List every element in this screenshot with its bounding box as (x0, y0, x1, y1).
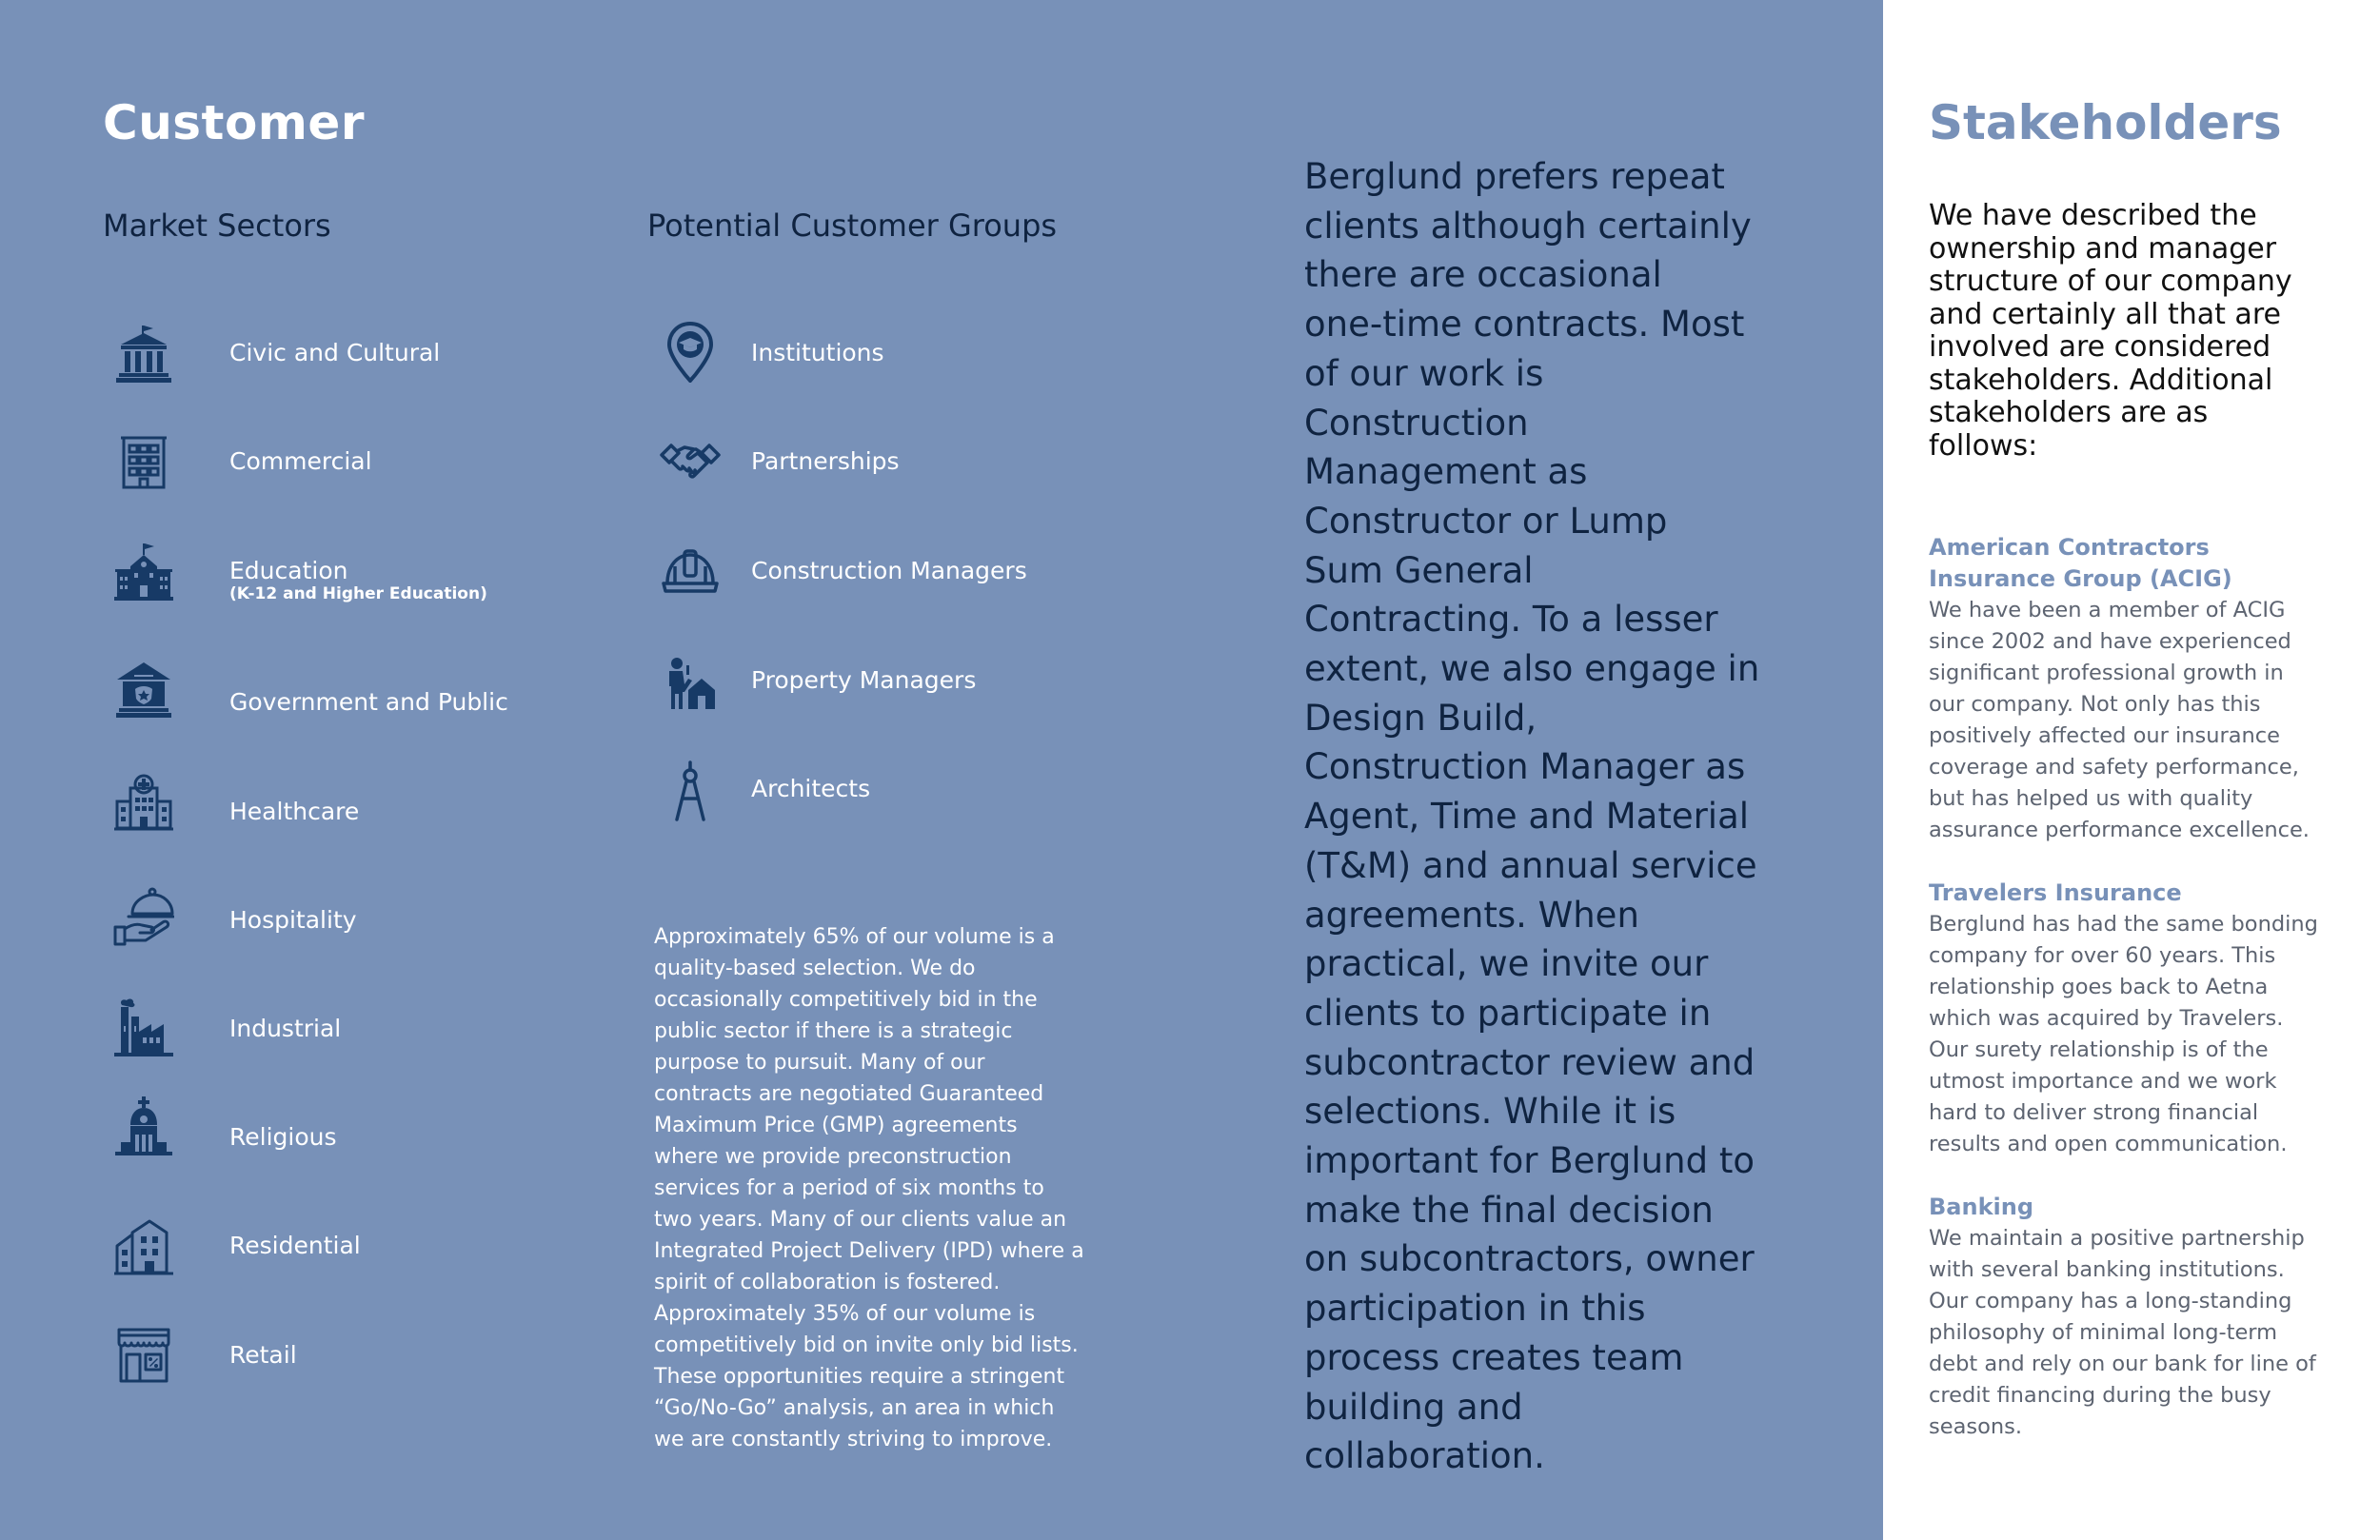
stakeholder-body-line: Our surety relationship is of the (1929, 1037, 2269, 1062)
quote-line: Construction Manager as (1304, 746, 1746, 788)
intro-line: stakeholders are as (1929, 396, 2209, 429)
stakeholders-intro (1929, 200, 2348, 463)
note-line: Integrated Project Delivery (IPD) where a (654, 1239, 1084, 1263)
intro-line: and certainly all that are (1929, 297, 2281, 331)
stakeholder-body-line: We maintain a positive partnership (1929, 1226, 2305, 1251)
hospital-icon (101, 760, 187, 846)
quote-line: important for Berglund to (1304, 1140, 1755, 1182)
stakeholder-body-line: with several banking institutions. (1929, 1257, 2285, 1282)
stakeholder-heading: Insurance Group (ACIG) (1929, 565, 2232, 592)
stakeholders-title: Stakeholders (1929, 95, 2282, 150)
sector-label: Civic and Cultural (229, 339, 441, 366)
note-line: where we provide preconstruction (654, 1145, 1012, 1169)
note-line: purpose to pursuit. Many of our (654, 1051, 985, 1075)
residential-building-icon (101, 1205, 187, 1291)
sector-label: Education (229, 557, 348, 584)
stakeholder-body-line: philosophy of minimal long-term (1929, 1320, 2278, 1345)
government-building-icon (101, 646, 187, 732)
sector-label: Religious (229, 1123, 337, 1151)
sector-retail (101, 1313, 187, 1399)
stakeholder-body-line: our company. Not only has this (1929, 692, 2261, 717)
quote-line: collaboration. (1304, 1435, 1545, 1477)
sector-label: Healthcare (229, 798, 360, 825)
stakeholder-body-line: but has helped us with quality (1929, 786, 2253, 811)
group-partnerships (647, 420, 733, 505)
sector-label: Industrial (229, 1015, 342, 1042)
group-label: Construction Managers (751, 557, 1027, 584)
stakeholder-body-line: debt and rely on our bank for line of (1929, 1352, 2316, 1376)
intro-line: structure of our company (1929, 265, 2292, 298)
quote-line: practical, we invite our (1304, 943, 1709, 985)
stakeholder-body-line: positively affected our insurance (1929, 723, 2281, 748)
quote-line: Construction (1304, 402, 1529, 444)
group-label: Architects (751, 775, 871, 802)
stakeholder-body-line: hard to deliver strong financial (1929, 1100, 2259, 1125)
stakeholder-body-line: since 2002 and have experienced (1929, 629, 2291, 654)
stakeholder-acig (1929, 532, 2348, 846)
note-line: Approximately 35% of our volume is (654, 1302, 1036, 1326)
stakeholder-banking (1929, 1192, 2348, 1443)
sector-industrial (101, 985, 187, 1071)
hard-hat-icon (647, 529, 733, 615)
note-line: spirit of collaboration is fostered. (654, 1271, 1001, 1294)
note-line: services for a period of six months to (654, 1176, 1044, 1200)
quote-line: agreements. When (1304, 894, 1639, 936)
quote-line: Agent, Time and Material (1304, 796, 1750, 838)
group-property-managers (647, 640, 733, 725)
quote-line: (T&M) and annual service (1304, 844, 1757, 886)
drafting-compass-icon (647, 748, 733, 834)
stakeholder-heading: American Contractors (1929, 534, 2210, 561)
note-line: contracts are negotiated Guaranteed (654, 1082, 1044, 1106)
stakeholder-body-line: Our company has a long-standing (1929, 1289, 2292, 1313)
sector-commercial (101, 420, 187, 505)
quote-line: Sum General (1304, 549, 1534, 591)
sector-religious (101, 1084, 187, 1170)
stakeholder-body-line: assurance performance excellence. (1929, 818, 2310, 842)
market-sectors-heading: Market Sectors (103, 207, 331, 244)
quote-line: one-time contracts. Most (1304, 304, 1745, 346)
quote-line: clients although certainly (1304, 205, 1752, 247)
stakeholder-body-line: significant professional growth in (1929, 661, 2284, 685)
note-line: “Go/No-Go” analysis, an area in which (654, 1396, 1055, 1420)
stakeholder-heading: Banking (1929, 1194, 2034, 1220)
factory-icon (101, 985, 187, 1071)
graduation-pin-icon (647, 309, 733, 395)
quote-line: Contracting. To a lesser (1304, 599, 1718, 641)
sector-label: Government and Public (229, 688, 508, 716)
quote-line: building and (1304, 1386, 1523, 1428)
volume-note (654, 921, 1101, 1455)
stakeholder-body-line: relationship goes back to Aetna (1929, 975, 2269, 999)
customer-title: Customer (103, 95, 365, 150)
stakeholder-body-line: which was acquired by Travelers. (1929, 1006, 2284, 1031)
sector-residential (101, 1205, 187, 1291)
sector-label: Retail (229, 1341, 297, 1369)
group-construction-managers (647, 529, 733, 615)
pull-quote (1304, 152, 1837, 1481)
sector-label: Commercial (229, 447, 372, 475)
note-line: public sector if there is a strategic (654, 1019, 1013, 1043)
group-label: Partnerships (751, 447, 900, 475)
note-line: two years. Many of our clients value an (654, 1208, 1067, 1232)
intro-line: stakeholders. Additional (1929, 363, 2273, 397)
stakeholder-body-line: seasons. (1929, 1414, 2022, 1439)
quote-line: Design Build, (1304, 697, 1537, 739)
quote-line: subcontractor review and (1304, 1041, 1755, 1083)
stakeholder-body-line: We have been a member of ACIG (1929, 598, 2286, 622)
quote-line: process creates team (1304, 1336, 1684, 1378)
sector-government-and-public (101, 646, 187, 732)
quote-line: on subcontractors, owner (1304, 1238, 1755, 1280)
cloche-hand-icon (101, 873, 187, 958)
sector-sublabel: (K-12 and Higher Education) (229, 584, 487, 603)
sector-education (101, 529, 187, 615)
note-line: Approximately 65% of our volume is a (654, 925, 1055, 949)
stakeholder-body-line: coverage and safety performance, (1929, 755, 2299, 780)
quote-line: extent, we also engage in (1304, 648, 1760, 690)
group-institutions (647, 309, 733, 395)
group-label: Property Managers (751, 666, 977, 694)
school-icon (101, 529, 187, 615)
note-line: competitively bid on invite only bid lists. (654, 1333, 1079, 1357)
quote-line: Constructor or Lump (1304, 500, 1668, 542)
stakeholder-heading: Travelers Insurance (1929, 879, 2182, 906)
civic-building-icon (101, 311, 187, 397)
note-line: quality-based selection. We do (654, 957, 976, 980)
quote-line: selections. While it is (1304, 1091, 1676, 1133)
sector-label: Hospitality (229, 906, 357, 934)
person-house-icon (647, 640, 733, 725)
note-line: Maximum Price (GMP) agreements (654, 1114, 1018, 1137)
office-building-icon (101, 420, 187, 505)
group-architects (647, 748, 733, 834)
quote-line: Berglund prefers repeat (1304, 156, 1725, 197)
note-line: These opportunities require a stringent (654, 1365, 1065, 1389)
stakeholder-body-line: Berglund has had the same bonding (1929, 912, 2318, 937)
stakeholder-body-line: results and open communication. (1929, 1132, 2288, 1156)
quote-line: Management as (1304, 451, 1588, 493)
church-icon (101, 1084, 187, 1170)
quote-line: clients to participate in (1304, 992, 1712, 1034)
group-label: Institutions (751, 339, 884, 366)
note-line: occasionally competitively bid in the (654, 988, 1038, 1012)
sector-healthcare (101, 760, 187, 846)
intro-line: We have described the (1929, 199, 2257, 232)
storefront-icon (101, 1313, 187, 1399)
sector-label: Residential (229, 1232, 361, 1259)
sector-civic-and-cultural (101, 311, 187, 397)
intro-line: ownership and manager (1929, 231, 2277, 266)
sector-hospitality (101, 873, 187, 958)
note-line: we are constantly striving to improve. (654, 1428, 1053, 1451)
intro-line: follows: (1929, 428, 2038, 463)
stakeholder-body-line: utmost importance and we work (1929, 1069, 2277, 1094)
stakeholder-travelers (1929, 878, 2348, 1160)
handshake-icon (647, 420, 733, 505)
stakeholder-body-line: company for over 60 years. This (1929, 943, 2276, 968)
quote-line: participation in this (1304, 1288, 1646, 1330)
quote-line: of our work is (1304, 352, 1544, 394)
quote-line: make the final decision (1304, 1189, 1714, 1231)
intro-line: involved are considered (1929, 330, 2271, 364)
customer-groups-heading: Potential Customer Groups (647, 207, 1058, 244)
stakeholder-body-line: credit financing during the busy (1929, 1383, 2271, 1408)
quote-line: there are occasional (1304, 254, 1662, 296)
